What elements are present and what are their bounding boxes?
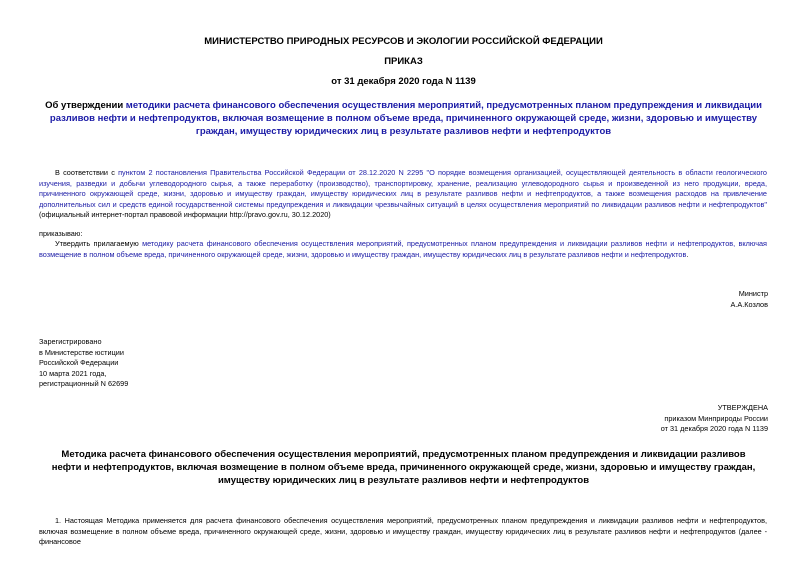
registration-line-5: регистрационный N 62699 [39,379,129,388]
signature-block [730,289,768,310]
registration-line-2: в Министерстве юстиции [39,347,124,357]
title-methodology-link[interactable]: методики расчета финансового обеспечения осуществления мероприятий, предусмотренных планом предупреждения и ликвидации разливов нефти и нефтепродуктов, включая возмещение в полном объеме вреда, причиненного окружающей среде, жизни, здоровью и имуществу граждан, имуществу юридических лиц в результате разливов нефти и нефтепродуктов [49,100,762,137]
preamble-decree-link[interactable]: пунктом 2 постановления Правительства Российской Федерации от 28.12.2020 N 2295 "О порядке возмещения организацией, осуществляющей деятельность в области геологического изучения, разведки и добычи углеводородного сырья, а также переработку (производство), транспортировку, хранение, реализацию углеводородного сырья и произведенной из него продукции, вреда, причиненного окружающей среде, жизни, здоровью и имуществу граждан, имуществу юридических лиц в результате разливов нефти и нефтепродуктов, а также возмещения расходов на привлечение дополнительных сил и средств единой государственной системы предупреждения и ликвидации чрезвычайных ситуаций в целях осуществления мероприятий по ликвидации разливов нефти и нефтепродуктов" [39,168,767,209]
resolution-prefix: Утвердить прилагаемую [55,239,139,248]
registration-line-3: Российской Федерации [39,358,119,367]
order-word: приказываю: [39,229,83,238]
document-title [40,99,767,138]
registration-line-1: Зарегистрировано [39,337,102,346]
resolution-suffix: . [686,249,689,259]
signature-name: А.А.Козлов [730,299,768,309]
ministry-heading: МИНИСТЕРСТВО ПРИРОДНЫХ РЕСУРСОВ И ЭКОЛОГИИ РОССИЙСКОЙ ФЕДЕРАЦИИ [204,36,603,47]
order-date-number: от 31 декабря 2020 года N 1139 [331,76,476,87]
title-prefix: Об утверждении [45,100,124,111]
methodology-title: Методика расчета финансового обеспечения осуществления мероприятий, предусмотренных планом предупреждения и ликвидации разливов нефти и нефтепродуктов, включая возмещение в полном объеме вреда, причиненного окружающей среде, жизни, здоровью и имуществу граждан, имуществу юридических лиц в результате разливов нефти и нефтепродуктов [51,449,756,486]
resolution-paragraph [39,239,767,260]
order-heading: ПРИКАЗ [384,56,423,67]
section-1-paragraph: 1. Настоящая Методика применяется для расчета финансового обеспечения осуществления мероприятий, предусмотренных планом предупреждения и ликвидации разливов нефти и нефтепродуктов, включая возмещение в полном объеме вреда, причиненного окружающей среде, жизни, здоровью и имуществу граждан, имуществу юридических лиц в результате разливов нефти и нефтепродуктов (далее - финансовое [39,516,767,546]
preamble-paragraph [39,168,767,221]
approval-line-2: приказом Минприроды России [664,413,768,423]
approval-line-3: от 31 декабря 2020 года N 1139 [660,424,768,433]
approval-line-1: УТВЕРЖДЕНА [717,403,768,412]
resolution-methodology-link[interactable]: методику расчета финансового обеспечения осуществления мероприятий, предусмотренных планом предупреждения и ликвидации разливов нефти и нефтепродуктов, включая возмещение в полном объеме вреда, причиненного окружающей среде, жизни, здоровью и имуществу граждан, имуществу юридических лиц в результате разливов нефти и нефтепродуктов [39,239,768,259]
signature-position: Министр [738,289,768,298]
preamble-suffix: (официальный интернет-портал правовой информации http://pravo.gov.ru, 30.12.2020) [39,210,331,219]
preamble-intro: В соответствии с [55,168,115,177]
approval-block [661,403,768,435]
registration-line-4: 10 марта 2021 года, [39,368,107,378]
registration-block [39,337,128,390]
